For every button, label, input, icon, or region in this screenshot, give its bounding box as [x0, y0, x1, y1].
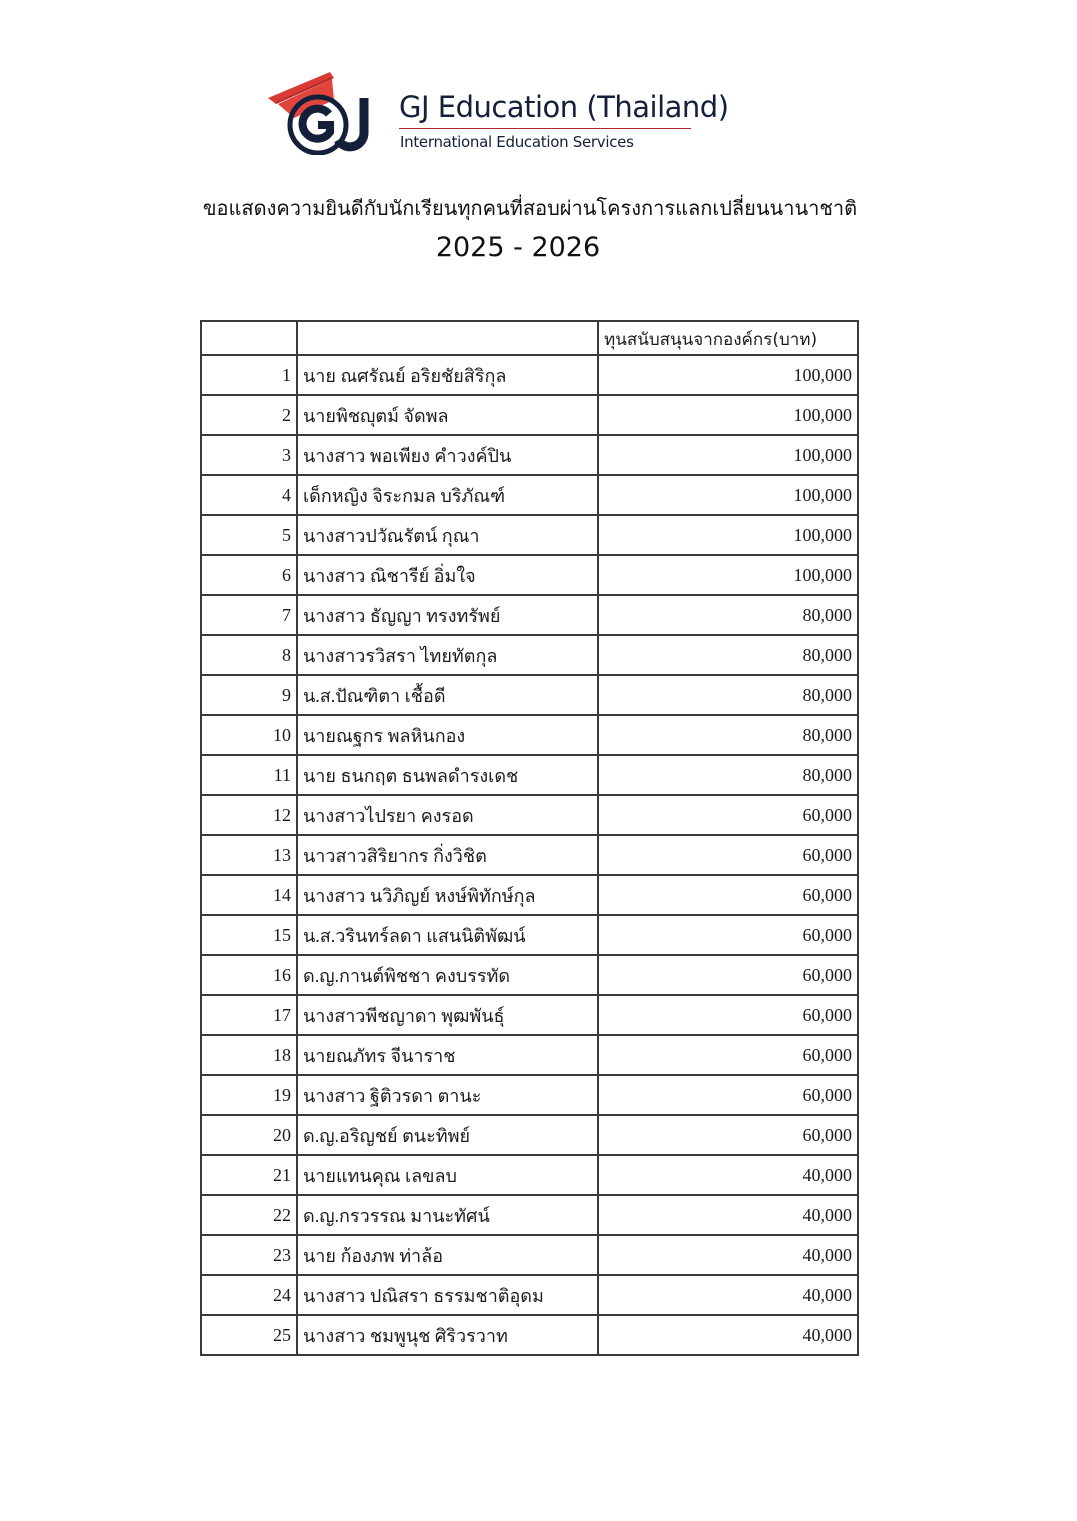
- scholarship-amount: 60,000: [598, 955, 858, 995]
- student-name: ด.ญ.กานต์พิชชา คงบรรทัด: [297, 955, 598, 995]
- table-row: [201, 755, 858, 795]
- student-name: นาวสาวสิริยากร กิ่งวิชิต: [297, 835, 598, 875]
- row-number: 22: [201, 1195, 297, 1235]
- student-name: นายณฐกร พลหินกอง: [297, 715, 598, 755]
- table-row: [201, 1275, 858, 1315]
- row-number: 24: [201, 1275, 297, 1315]
- student-name: เด็กหญิง จิระกมล บริภัณฑ์: [297, 475, 598, 515]
- student-name: นางสาว ธัญญา ทรงทรัพย์: [297, 595, 598, 635]
- row-number: 11: [201, 755, 297, 795]
- table-row: [201, 995, 858, 1035]
- table-row: [201, 1235, 858, 1275]
- student-name: นาย ณศรัณย์ อริยชัยสิริกุล: [297, 355, 598, 395]
- student-name: ด.ญ.กรวรรณ มานะทัศน์: [297, 1195, 598, 1235]
- student-name: นางสาวพีชญาดา พุฒพันธุ์: [297, 995, 598, 1035]
- scholarship-amount: 100,000: [598, 555, 858, 595]
- scholarship-amount: 60,000: [598, 875, 858, 915]
- header-name: [297, 321, 598, 355]
- table-row: [201, 915, 858, 955]
- table-row: [201, 395, 858, 435]
- scholarship-amount: 40,000: [598, 1235, 858, 1275]
- scholarship-amount: 80,000: [598, 635, 858, 675]
- scholarship-amount: 60,000: [598, 835, 858, 875]
- student-name: นางสาว ปณิสรา ธรรมชาติอุดม: [297, 1275, 598, 1315]
- table-row: [201, 1035, 858, 1075]
- table-row: [201, 515, 858, 555]
- student-name: นาย ก้องภพ ท่าล้อ: [297, 1235, 598, 1275]
- scholarship-amount: 40,000: [598, 1195, 858, 1235]
- student-name: นางสาวรวิสรา ไทยทัตกุล: [297, 635, 598, 675]
- row-number: 6: [201, 555, 297, 595]
- row-number: 13: [201, 835, 297, 875]
- student-name: นางสาวปวัณรัตน์ กุณา: [297, 515, 598, 555]
- scholarship-amount: 60,000: [598, 795, 858, 835]
- student-name: นางสาว พอเพียง คำวงค์ปิน: [297, 435, 598, 475]
- header-no: [201, 321, 297, 355]
- row-number: 21: [201, 1155, 297, 1195]
- row-number: 9: [201, 675, 297, 715]
- table-row: [201, 1115, 858, 1155]
- scholarship-amount: 100,000: [598, 395, 858, 435]
- table-row: [201, 475, 858, 515]
- row-number: 18: [201, 1035, 297, 1075]
- scholarship-table: [200, 320, 859, 1356]
- student-name: นางสาวไปรยา คงรอด: [297, 795, 598, 835]
- table-row: [201, 835, 858, 875]
- table-row: [201, 1155, 858, 1195]
- row-number: 14: [201, 875, 297, 915]
- table-row: [201, 875, 858, 915]
- table-row: [201, 355, 858, 395]
- student-name: นางสาว นวิภิญย์ หงษ์พิทักษ์กุล: [297, 875, 598, 915]
- scholarship-amount: 40,000: [598, 1155, 858, 1195]
- table-row: [201, 435, 858, 475]
- table-row: [201, 1195, 858, 1235]
- row-number: 3: [201, 435, 297, 475]
- table-row: [201, 595, 858, 635]
- student-name: นางสาว ณิชารีย์ อิ่มใจ: [297, 555, 598, 595]
- scholarship-amount: 80,000: [598, 715, 858, 755]
- scholarship-amount: 100,000: [598, 515, 858, 555]
- student-name: นายณภัทร จีนาราช: [297, 1035, 598, 1075]
- student-name: นางสาว ชมพูนุช ศิริวรวาท: [297, 1315, 598, 1355]
- row-number: 20: [201, 1115, 297, 1155]
- scholarship-amount: 100,000: [598, 435, 858, 475]
- scholarship-amount: 60,000: [598, 995, 858, 1035]
- scholarship-amount: 60,000: [598, 1075, 858, 1115]
- header-amount: ทุนสนับสนุนจากองค์กร(บาท): [598, 321, 858, 355]
- academic-year: 2025 - 2026: [435, 232, 601, 263]
- table-row: [201, 1315, 858, 1355]
- scholarship-amount: 60,000: [598, 1035, 858, 1075]
- brand-title: GJ Education (Thailand): [399, 90, 729, 124]
- student-name: น.ส.วรินทร์ลดา แสนนิติพัฒน์: [297, 915, 598, 955]
- table-row: [201, 635, 858, 675]
- student-name: นายแทนคุณ เลขลบ: [297, 1155, 598, 1195]
- student-name: นายพิชญุตม์ จัดพล: [297, 395, 598, 435]
- row-number: 5: [201, 515, 297, 555]
- congratulations-headline: ขอแสดงความยินดีกับนักเรียนทุกคนที่สอบผ่านโครงการแลกเปลี่ยนนานาชาติ: [202, 196, 858, 220]
- student-name: น.ส.ปัณฑิตา เชื้อดี: [297, 675, 598, 715]
- scholarship-amount: 80,000: [598, 595, 858, 635]
- scholarship-amount: 100,000: [598, 355, 858, 395]
- row-number: 8: [201, 635, 297, 675]
- scholarship-amount: 40,000: [598, 1315, 858, 1355]
- table-row: [201, 555, 858, 595]
- scholarship-amount: 40,000: [598, 1275, 858, 1315]
- table-header-row: [201, 321, 858, 355]
- row-number: 2: [201, 395, 297, 435]
- row-number: 25: [201, 1315, 297, 1355]
- row-number: 10: [201, 715, 297, 755]
- table-row: [201, 1075, 858, 1115]
- row-number: 23: [201, 1235, 297, 1275]
- row-number: 16: [201, 955, 297, 995]
- row-number: 1: [201, 355, 297, 395]
- scholarship-amount: 80,000: [598, 755, 858, 795]
- table-row: [201, 955, 858, 995]
- table-row: [201, 715, 858, 755]
- student-name: นาย ธนกฤต ธนพลดำรงเดช: [297, 755, 598, 795]
- row-number: 15: [201, 915, 297, 955]
- brand-subtitle: International Education Services: [400, 133, 634, 151]
- student-name: นางสาว ฐิติวรดา ตานะ: [297, 1075, 598, 1115]
- row-number: 4: [201, 475, 297, 515]
- scholarship-amount: 80,000: [598, 675, 858, 715]
- row-number: 19: [201, 1075, 297, 1115]
- student-name: ด.ญ.อริญชย์ ตนะทิพย์: [297, 1115, 598, 1155]
- brand-divider: [399, 128, 691, 129]
- gj-logo-icon: [266, 70, 381, 155]
- row-number: 7: [201, 595, 297, 635]
- scholarship-amount: 60,000: [598, 915, 858, 955]
- scholarship-amount: 60,000: [598, 1115, 858, 1155]
- scholarship-amount: 100,000: [598, 475, 858, 515]
- table-row: [201, 675, 858, 715]
- brand-logo: [266, 70, 729, 160]
- row-number: 17: [201, 995, 297, 1035]
- row-number: 12: [201, 795, 297, 835]
- table-row: [201, 795, 858, 835]
